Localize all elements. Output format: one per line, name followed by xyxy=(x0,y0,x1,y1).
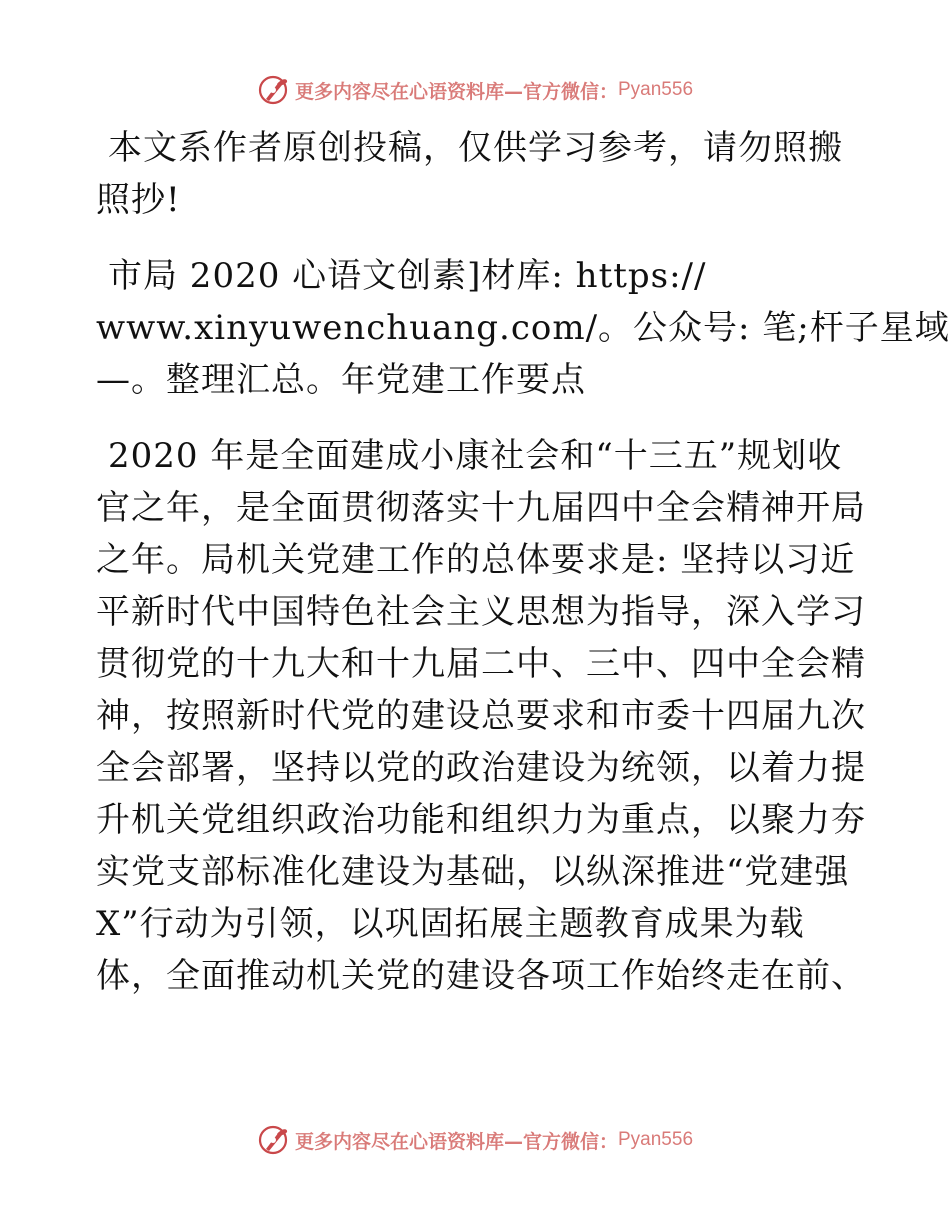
text-line: 本文系作者原创投稿，仅供学习参考，请勿照搬 xyxy=(108,128,843,168)
text-line: 贯彻党的十九大和十九届二中、三中、四中全会精 xyxy=(96,644,866,684)
quill-logo-icon xyxy=(257,1123,291,1157)
banner-wechat-handle: Pyan556 xyxy=(618,79,694,100)
text-line: X”行动为引领，以巩固拓展主题教育成果为载 xyxy=(96,904,805,944)
banner-text: 更多内容尽在心语资料库—官方微信： xyxy=(294,80,618,103)
paragraph-disclaimer xyxy=(96,122,856,226)
document-body xyxy=(96,122,950,1026)
text-line: —。整理汇总。年党建工作要点 xyxy=(96,360,586,400)
text-line: www.xinyuwenchuang.com/。公众号: 笔;杆子星域 xyxy=(96,308,950,348)
paragraph-main xyxy=(96,430,866,1002)
text-line: 市局 2020 心语文创素]材库: https:// xyxy=(108,256,707,296)
text-line: 全会部署，坚持以党的政治建设为统领，以着力提 xyxy=(96,748,866,788)
text-line: 实党支部标准化建设为基础，以纵深推进“党建强 xyxy=(96,852,850,892)
header-watermark-banner xyxy=(0,70,950,110)
text-line: 平新时代中国特色社会主义思想为指导，深入学习 xyxy=(96,592,866,632)
paragraph-source xyxy=(96,250,950,406)
footer-watermark-banner xyxy=(0,1120,950,1160)
text-line: 之年。局机关党建工作的总体要求是: 坚持以习近 xyxy=(96,540,856,580)
quill-logo-icon xyxy=(257,73,291,107)
banner-wechat-handle: Pyan556 xyxy=(618,1129,694,1150)
text-line: 照抄! xyxy=(96,180,181,220)
text-line: 2020 年是全面建成小康社会和“十三五”规划收 xyxy=(108,436,843,476)
banner-text: 更多内容尽在心语资料库—官方微信： xyxy=(294,1130,618,1153)
text-line: 体，全面推动机关党的建设各项工作始终走在前、 xyxy=(96,956,866,996)
text-line: 神，按照新时代党的建设总要求和市委十四届九次 xyxy=(96,696,866,736)
text-line: 升机关党组织政治功能和组织力为重点，以聚力夯 xyxy=(96,800,866,840)
text-line: 官之年，是全面贯彻落实十九届四中全会精神开局 xyxy=(96,488,866,528)
